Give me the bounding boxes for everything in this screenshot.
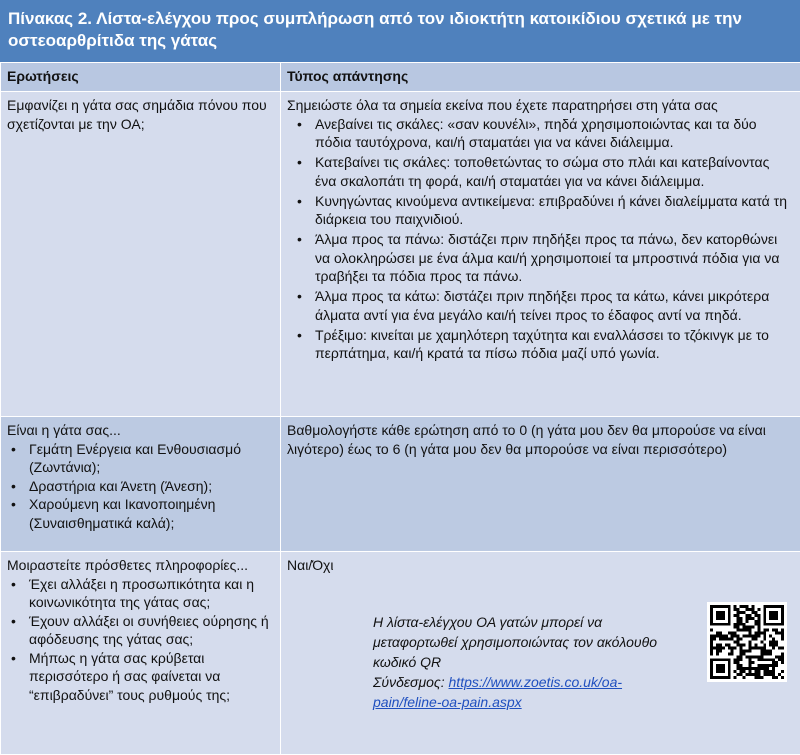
list-item: • Άλμα προς τα πάνω: διστάζει πριν πηδήξει προς τα πάνω, δεν κατορθώνει να ολοκληρώσει με ένα άλμα και/ή χρησιμοποιεί τα μπροστινά πόδια για να τραβήξει τα πόδια προς τα πάνω. — [307, 230, 794, 286]
question-list — [7, 575, 274, 705]
list-item: • Δραστήρια και Άνετη (Άνεση); — [21, 477, 274, 496]
header-answer-type: Τύπος απάντησης — [281, 63, 800, 92]
table-header-row — [1, 63, 800, 92]
list-item: • Έχει αλλάξει η προσωπικότητα και η κοινωνικότητα της γάτας σας; — [21, 575, 274, 612]
list-item: • Τρέξιμο: κινείται με χαμηλότερη ταχύτητα και εναλλάσσει το τζόκινγκ με το περπάτημα, και/ή κρατά τα πίσω πόδια μαζί υπό γωνία. — [307, 326, 794, 363]
observation-list — [287, 115, 794, 363]
qr-note — [373, 612, 673, 712]
source-link[interactable]: https://www.zoetis.co.uk/oa-pain/feline-oa-pain.aspx — [373, 674, 623, 710]
question-cell — [1, 92, 281, 417]
question-intro: Μοιραστείτε πρόσθετες πληροφορίες... — [7, 557, 249, 573]
answer-cell — [281, 92, 800, 417]
list-item: • Άλμα προς τα κάτω: διστάζει πριν πηδήξει προς τα κάτω, κάνει μικρότερα άλματα αντί για ένα μεγάλο και/ή τείνει προς το έδαφος αντί να πηδά. — [307, 287, 794, 324]
checklist-table — [0, 62, 800, 755]
answer-text: Ναι/Όχι — [287, 557, 334, 573]
qr-note-text: Η λίστα-ελέγχου ΟΑ γατών μπορεί να μεταφορτωθεί χρησιμοποιώντας τον ακόλουθο κωδικό QR — [373, 614, 657, 670]
table-title: Πίνακας 2. Λίστα-ελέγχου προς συμπλήρωση από τον ιδιοκτήτη κατοικίδιου σχετικά με την οστεοαρθρίτιδα της γάτας — [0, 0, 800, 62]
list-item: • Έχουν αλλάξει οι συνήθειες ούρησης ή αφόδευσης της γάτας σας; — [21, 612, 274, 649]
answer-intro: Σημειώστε όλα τα σημεία εκείνα που έχετε παρατηρήσει στη γάτα σας — [287, 97, 718, 113]
qr-code-icon — [707, 602, 787, 682]
table-row — [1, 92, 800, 417]
answer-text: Βαθμολογήστε κάθε ερώτηση από το 0 (η γάτα μου δεν θα μπορούσε να είναι λιγότερο) έως το 6 (η γάτα μου δεν θα μπορούσε να είναι περισσότερο) — [287, 422, 766, 457]
question-text: Εμφανίζει η γάτα σας σημάδια πόνου που σχετίζονται με την ΟΑ; — [7, 97, 267, 132]
table-row — [1, 552, 800, 755]
list-item: • Κυνηγώντας κινούμενα αντικείμενα: επιβραδύνει ή κάνει διαλείμματα κατά τη διάρκεια του παιχνιδιού. — [307, 192, 794, 229]
question-cell — [1, 552, 281, 755]
question-cell — [1, 417, 281, 552]
table-row — [1, 417, 800, 552]
list-item: • Χαρούμενη και Ικανοποιημένη (Συναισθηματικά καλά); — [21, 495, 274, 532]
answer-cell — [281, 552, 800, 755]
list-item: • Γεμάτη Ενέργεια και Ενθουσιασμό (Ζωντάνια); — [21, 440, 274, 477]
question-list — [7, 440, 274, 533]
header-questions: Ερωτήσεις — [1, 63, 281, 92]
source-label: Σύνδεσμος: — [373, 674, 449, 690]
list-item: • Μήπως η γάτα σας κρύβεται περισσότερο ή σας φαίνεται να “επιβραδύνει” τους ρυθμούς της; — [21, 649, 274, 705]
answer-cell — [281, 417, 800, 552]
list-item: • Κατεβαίνει τις σκάλες: τοποθετώντας το σώμα στο πλάι και κατεβαίνοντας ένα σκαλοπάτι τη φορά, και/ή σταματάει για να κάνει διάλειμμα. — [307, 153, 794, 190]
question-intro: Είναι η γάτα σας... — [7, 422, 121, 438]
list-item: • Ανεβαίνει τις σκάλες: «σαν κουνέλι», πηδά χρησιμοποιώντας και τα δύο πόδια ταυτόχρονα, και/ή σταματάει για να κάνει διάλειμμα. — [307, 115, 794, 152]
